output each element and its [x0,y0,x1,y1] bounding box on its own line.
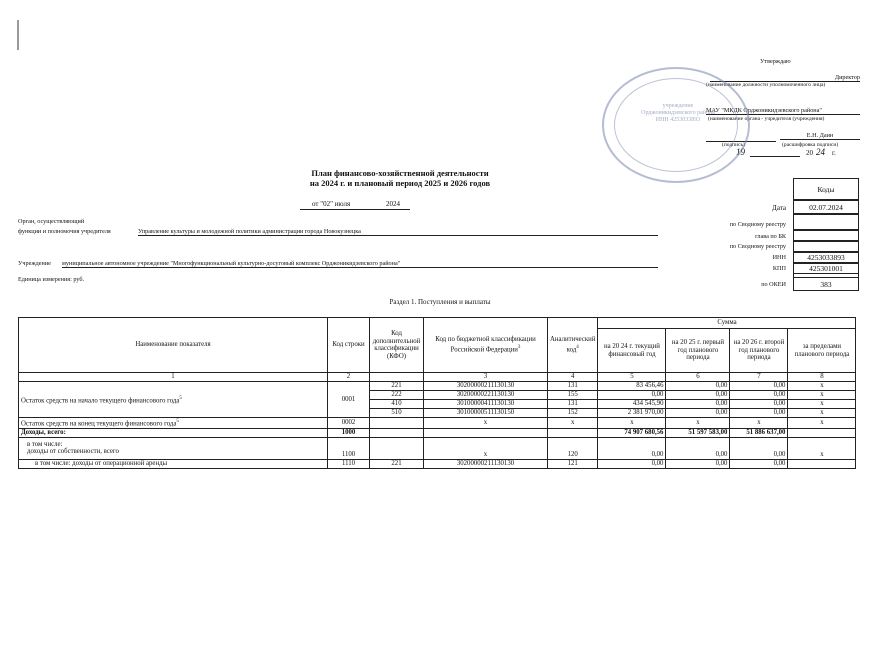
cell-year3: 51 886 637,00 [730,428,788,437]
date-month-line [750,156,800,157]
col-num: 8 [788,373,856,382]
end-balance-sup: 5 [176,419,179,424]
cell-beyond [788,459,856,468]
col-header-year2: на 20 25 г. первый год планового периода [666,329,730,373]
cell-year1: 74 907 680,56 [598,428,666,437]
col-header-kfo: Код дополнительной классификации (КФО) [370,318,424,373]
cell-analytic: 131 [548,382,598,391]
organ-label-2: функции и полномочия учредителя [18,228,111,235]
codes-label-date: Дата [772,204,786,212]
cell-analytic: x [548,418,598,429]
cell-year2: 0,00 [666,437,730,459]
col-header-analytic [548,318,598,373]
organ-label-1: Орган, осуществляющий [18,218,85,225]
cell-year3: 0,00 [730,382,788,391]
col-header-bk [424,318,548,373]
plan-date [300,200,410,210]
org-caption: (наименование органа - учредителя (учреждения) [708,116,825,122]
unit-label: Единица измерения: руб. [18,276,85,283]
lease-income-name: в том числе: доходы от операционной аренды [19,459,328,468]
cell-kfo: 221 [370,382,424,391]
col-num: 7 [730,373,788,382]
cell-analytic: 131 [548,400,598,409]
cell-beyond: x [788,382,856,391]
cell-bk: 30100000511130150 [424,409,548,418]
ownership-line-2: доходы от собственности, всего [27,448,119,456]
table-row [19,437,856,459]
cell-bk: 30200000211130130 [424,382,548,391]
col-header-beyond: за пределами планового периода [788,329,856,373]
seal-text [626,103,730,124]
cell-kfo: 221 [370,459,424,468]
start-balance-code: 0001 [328,382,370,418]
cell-kfo: 410 [370,400,424,409]
end-balance-code: 0002 [328,418,370,429]
code-okei-value: 383 [793,277,859,291]
cell-beyond: x [788,400,856,409]
cell-analytic: 155 [548,391,598,400]
codes-label-reestr2: по Сводному реестру [729,243,786,250]
end-balance-label: Остаток средств на конец текущего финансового года [21,420,177,428]
code-reestr1-value [793,214,859,230]
date-suffix: г. [832,149,836,157]
table-row [19,459,856,468]
sign-caption: (подпись) [722,142,745,148]
cell-year1: x [598,418,666,429]
seal-line: учреждение [662,103,694,109]
column-numbers-row [19,373,856,382]
cell-bk: x [424,418,548,429]
cell-year3: 0,00 [730,437,788,459]
cell-bk: x [424,437,548,459]
title-line-1: План финансово-хозяйственной деятельности [311,168,489,178]
title-line-2: на 2024 г. и плановый период 2025 и 2026 годов [309,178,491,188]
start-balance-label: Остаток средств на начало текущего финансового года [21,396,180,404]
start-balance-sup: 5 [179,395,182,401]
cell-beyond: x [788,409,856,418]
col-num: 4 [548,373,598,382]
codes-label-bk: глава по БК [755,233,786,240]
cell-year2: 0,00 [666,400,730,409]
col-num [370,373,424,382]
cell-year2: 0,00 [666,459,730,468]
cell-year3: 0,00 [730,409,788,418]
cell-kfo: 222 [370,391,424,400]
decode-caption: (расшифровка подписи) [782,142,839,148]
cell-analytic: 120 [548,437,598,459]
cell-year2: 0,00 [666,391,730,400]
code-reestr2-value [793,241,859,252]
cell-year3: 0,00 [730,459,788,468]
cell-year2: 0,00 [666,409,730,418]
cell-kfo [370,428,424,437]
signer-name: Е.Н. Даин [780,132,860,140]
institution-label: Учреждение [18,260,51,267]
cell-kfo [370,418,424,429]
col-num: 6 [666,373,730,382]
position-caption: (наименование должности уполномоченного лица) [706,82,826,88]
codes-label-reestr1: по Сводному реестру [729,221,786,228]
cell-year1: 434 545,90 [598,400,666,409]
col-header-analytic-text: Аналитический код [550,336,596,354]
cell-beyond [788,428,856,437]
code-date-value: 02.07.2024 [793,200,859,214]
table-row [19,382,856,391]
cell-beyond: x [788,437,856,459]
cell-analytic: 152 [548,409,598,418]
end-balance-name [19,418,328,429]
cell-year2: x [666,418,730,429]
date-day: 19 [736,147,745,157]
approver-position: Директор [710,74,860,82]
code-inn-value: 4253033893 [793,252,859,263]
cell-year3: 0,00 [730,400,788,409]
date-year-prefix: 20 [806,149,813,157]
ownership-income-name [19,437,328,459]
income-total-name: Доходы, всего: [19,428,328,437]
code-bk-value [793,230,859,241]
cell-analytic [548,428,598,437]
codes-label-kpp: КПП [772,265,786,272]
organ-value: Управление культуры и молодежной политики администрации города Новокузнецка [138,228,658,236]
cell-analytic: 121 [548,459,598,468]
cell-year1: 2 381 970,00 [598,409,666,418]
table-row [19,428,856,437]
codes-label-okei: по ОКЕИ [761,281,786,288]
plan-title [240,168,560,188]
organization-seal [602,67,750,183]
ownership-line-1: в том числе: [27,440,63,448]
codes-header: Коды [793,178,859,200]
cell-bk: 30200000221130130 [424,391,548,400]
income-total-code: 1000 [328,428,370,437]
finance-table [18,317,856,469]
col-num: 3 [424,373,548,382]
cell-kfo: 510 [370,409,424,418]
lease-code: 1110 [328,459,370,468]
cell-year1: 0,00 [598,459,666,468]
seal-line: ИНН 4253033893 [655,117,701,123]
cell-year1: 0,00 [598,437,666,459]
cell-year1: 83 456,46 [598,382,666,391]
section-title: Раздел 1. Поступления и выплаты [389,298,491,306]
cell-bk: 30100000411130130 [424,400,548,409]
cell-bk: 30200000211130130 [424,459,548,468]
start-balance-name [19,382,328,418]
cell-beyond: x [788,391,856,400]
table-row [19,418,856,429]
col-header-name: Наименование показателя [19,318,328,373]
cell-year2: 51 597 583,00 [666,428,730,437]
col-header-year1: на 20 24 г. текущий финансовый год [598,329,666,373]
cell-bk [424,428,548,437]
col-header-bk-text: Код по бюджетной классификации Российской Федерации [435,336,536,354]
col-header-year3: на 20 26 г. второй год планового периода [730,329,788,373]
code-kpp-value: 425301001 [793,263,859,274]
col-header-bk-sup: 3 [517,344,521,350]
cell-year3: x [730,418,788,429]
ownership-code: 1100 [328,437,370,459]
seal-line: Орджоникидзевского района [641,110,715,116]
date-year: 24 [816,147,825,157]
col-header-sum: Сумма [598,318,856,329]
cell-year2: 0,00 [666,382,730,391]
cell-kfo [370,437,424,459]
cell-year1: 0,00 [598,391,666,400]
col-header-analytic-sup: 4 [576,344,579,350]
codes-label-inn: ИНН [772,254,786,261]
scan-mark [17,20,19,50]
col-num: 2 [328,373,370,382]
plan-date-year: 2024 [386,200,400,208]
plan-date-prefix: от "02" июля [312,200,351,208]
institution-value: муниципальное автономное учреждение "Многофункциональный культурно-досуговый комплекс Орджоникидзевского района" [62,260,658,268]
cell-beyond: x [788,418,856,429]
cell-year3: 0,00 [730,391,788,400]
approved-label: Утверждаю [760,58,791,65]
approver-org: МАУ "МКДК Орджоникидзевского района" [706,107,860,115]
col-header-row-code: Код строки [328,318,370,373]
col-num: 5 [598,373,666,382]
col-num: 1 [19,373,328,382]
